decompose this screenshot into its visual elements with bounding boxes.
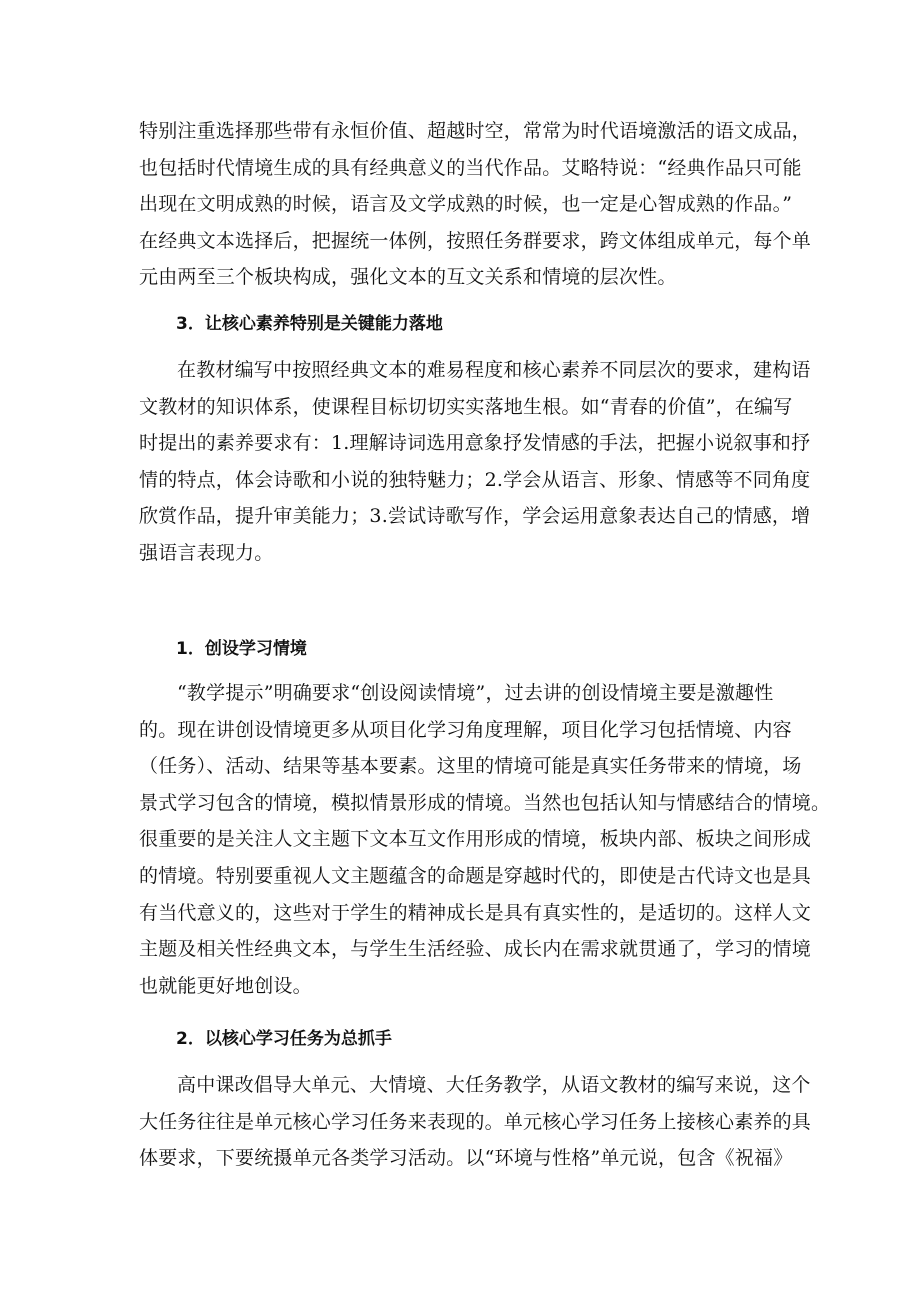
paragraph-core-task [139,1067,812,1177]
text-line: 高中课改倡导大单元、大情境、大任务教学，从语文教材的编写来说，这个 [177,1074,811,1096]
section-heading-core-literacy: 3．让核心素养特别是关键能力落地 [176,314,443,334]
text-line: 的。现在讲创设情境更多从项目化学习角度理解，项目化学习包括情境、内容 [139,718,792,741]
text-line: 很重要的是关注人文主题下文本互文作用形成的情境，板块内部、板块之间形成 [139,828,812,851]
paragraph-classic-texts [139,113,812,296]
text-line: 特别注重选择那些带有永恒价值、超越时空，常常为时代语境激活的语文成品， [139,120,812,142]
text-line: 的情境。特别要重视人文主题蕴含的命题是穿越时代的，即使是古代诗文也是具 [139,864,812,887]
paragraph-core-literacy [139,352,811,572]
text-line: 强语言表现力。 [139,541,274,564]
text-line: 元由两至三个板块构成，强化文本的互文关系和情境的层次性。 [139,266,677,289]
text-line: 情的特点，体会诗歌和小说的独特魅力；2.学会从语言、形象、情感等不同角度 [139,468,811,491]
text-line: “教学提示”明确要求“创设阅读情境”，过去讲的创设情境主要是激趣性 [177,682,774,704]
text-line: 有当代意义的，这些对于学生的精神成长是具有真实性的，是适切的。这样人文 [139,901,812,924]
text-line: 景式学习包含的情境，模拟情景形成的情境。当然也包括认知与情感结合的情境。 [139,791,831,814]
section-heading-learning-context: 1．创设学习情境 [176,639,307,659]
text-line: 也包括时代情境生成的具有经典意义的当代作品。艾略特说：“经典作品只可能 [139,156,802,179]
text-line: 在教材编写中按照经典文本的难易程度和核心素养不同层次的要求，建构语 [177,359,811,381]
text-line: 时提出的素养要求有：1.理解诗词选用意象抒发情感的手法，把握小说叙事和抒 [139,432,811,455]
text-line: 主题及相关性经典文本，与学生生活经验、成长内在需求就贯通了，学习的情境 [139,938,812,961]
text-line: 也就能更好地创设。 [139,974,312,997]
text-line: 体要求，下要统摄单元各类学习活动。以“环境与性格”单元说，包含《祝福》 [139,1147,793,1170]
text-line: 出现在文明成熟的时候，语言及文学成熟的时候，也一定是心智成熟的作品。” [139,193,793,216]
text-line: （任务）、活动、结果等基本要素。这里的情境可能是真实任务带来的情境，场 [139,755,802,778]
text-line: 大任务往往是单元核心学习任务来表现的。单元核心学习任务上接核心素养的具 [139,1110,812,1133]
text-line: 文教材的知识体系，使课程目标切切实实落地生根。如“青春的价值”，在编写 [139,395,793,418]
text-line: 在经典文本选择后，把握统一体例，按照任务群要求，跨文体组成单元，每个单 [139,229,812,252]
section-heading-core-task: 2．以核心学习任务为总抓手 [176,1029,392,1049]
text-line: 欣赏作品，提升审美能力；3.尝试诗歌写作，学会运用意象表达自己的情感，增 [139,505,811,528]
paragraph-learning-context [139,675,831,1004]
